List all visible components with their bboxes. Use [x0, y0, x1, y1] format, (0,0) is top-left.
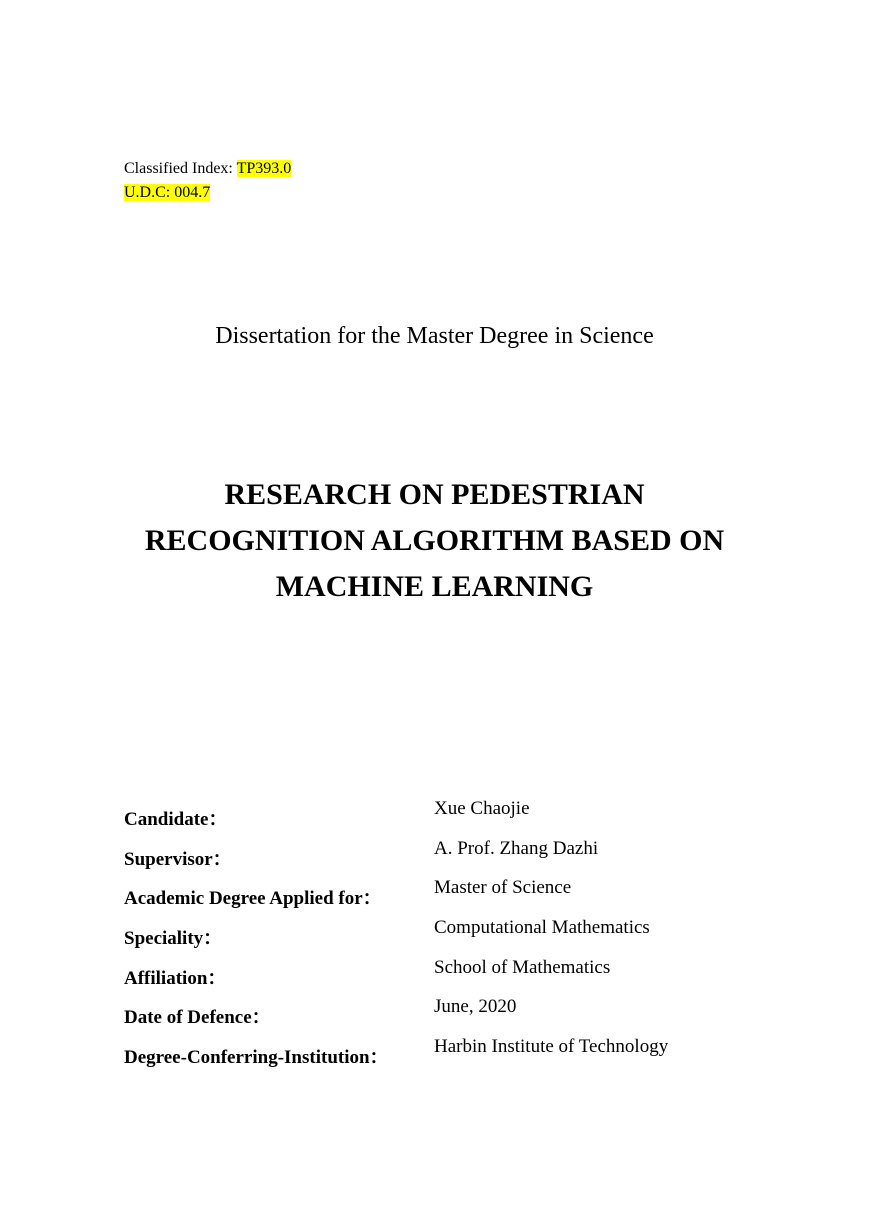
title-line-2: RECOGNITION ALGORITHM BASED ON	[144, 524, 725, 557]
supervisor-label: Supervisor：	[124, 848, 232, 870]
title-line-1: RESEARCH ON PEDESTRIAN	[224, 478, 645, 511]
institution-value: Harbin Institute of Technology	[434, 1036, 669, 1058]
candidate-label: Candidate：	[124, 809, 228, 830]
institution-label: Degree-Conferring-Institution：	[124, 1047, 389, 1069]
degree-subtitle: Dissertation for the Master Degree in Science	[215, 323, 654, 349]
udc-value: U.D.C: 004.7	[124, 184, 211, 201]
speciality-value: Computational Mathematics	[434, 917, 650, 939]
degree-label: Academic Degree Applied for：	[124, 888, 382, 910]
affiliation-value: School of Mathematics	[434, 956, 611, 978]
defence-date-value: June, 2020	[434, 996, 517, 1018]
dissertation-title	[0, 472, 869, 610]
candidate-value: Xue Chaojie	[434, 798, 530, 819]
supervisor-value: A. Prof. Zhang Dazhi	[434, 837, 599, 859]
title-line-3: MACHINE LEARNING	[275, 570, 594, 603]
affiliation-label: Affiliation：	[124, 967, 227, 989]
speciality-label: Speciality：	[124, 928, 223, 950]
classification-block	[124, 157, 291, 205]
classified-index-label: Classified Index:	[124, 160, 237, 177]
classified-index	[124, 157, 291, 181]
degree-value: Master of Science	[434, 877, 572, 899]
defence-date-label: Date of Defence：	[124, 1007, 271, 1029]
classified-index-value: TP393.0	[236, 160, 292, 177]
udc-line	[124, 181, 291, 205]
